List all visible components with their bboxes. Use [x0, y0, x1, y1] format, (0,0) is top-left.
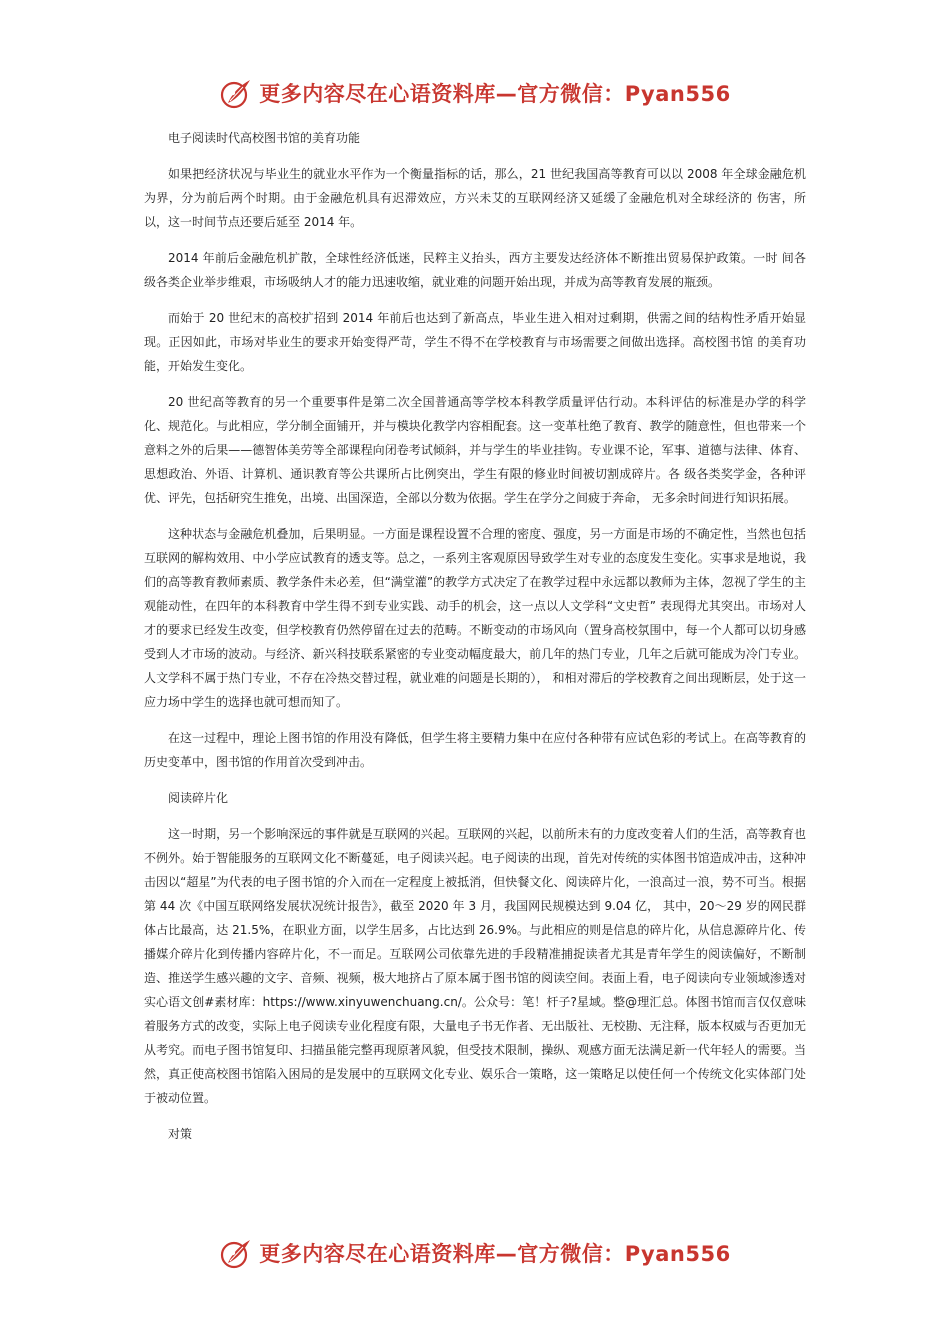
section-heading: 阅读碎片化: [168, 791, 229, 805]
paragraph: 20 世纪高等教育的另一个重要事件是第二次全国普通高等学校本科教学质量评估行动。本科评估的标准是办学的科学化、规范化。与此相应，学分制全面铺开，并与模块化教学内容相配套。这一变革杜绝了教育、教学的随意性，但也带来一个意料之外的后果——德智体美劳等全部课程向闭卷考试倾斜，并与学生的毕业挂钩。专业课不论，军事、道德与法律、体育、思想政治、外语、计算机、通识教育等公共课所占比例突出，学生有限的修业时间被切割成碎片。各 级各类奖学金，各种评优、评先，包括研究生推免，出境、出国深造，全部以分数为依据。学生在学分之间疲于奔命， 无多余时间进行知识拓展。: [144, 395, 806, 505]
footer-banner: [0, 1233, 950, 1273]
banner-text: 更多内容尽在心语资料库—官方微信：Pyan556: [259, 82, 731, 106]
document-body: [144, 126, 806, 1146]
paragraph: 在这一过程中，理论上图书馆的作用没有降低，但学生将主要精力集中在应付各种带有应试色彩的考试上。在高等教育的历史变革中，图书馆的作用首次受到冲击。: [144, 731, 806, 769]
paragraph: 2014 年前后金融危机扩散，全球性经济低迷，民粹主义抬头，西方主要发达经济体不断推出贸易保护政策。一时 间各级各类企业举步维艰，市场吸纳人才的能力迅速收缩，就业难的问题开始出现，并成为高等教育发展的瓶颈。: [144, 251, 806, 289]
paragraph: 这种状态与金融危机叠加，后果明显。一方面是课程设置不合理的密度、强度，另一方面是市场的不确定性，当然也包括互联网的解构效用、中小学应试教育的透支等。总之，一系列主客观原因导致学生对专业的态度发生变化。实事求是地说，我们的高等教育教师素质、教学条件未必差，但“满堂灌”的教学方式决定了在教学过程中永远都以教师为主体，忽视了学生的主观能动性，在四年的本科教育中学生得不到专业实践、动手的机会，这一点以人文学科“文史哲” 表现得尤其突出。市场对人才的要求已经发生改变，但学校教育仍然停留在过去的范畴。不断变动的市场风向（置身高校氛围中，每一个人都可以切身感受到人才市场的波动。与经济、新兴科技联系紧密的专业变动幅度最大，前几年的热门专业，几年之后就可能成为冷门专业。人文学科不属于热门专业，不存在冷热交替过程，就业难的问题是长期的）， 和相对滞后的学校教育之间出现断层，处于这一应力场中学生的选择也就可想而知了。: [144, 527, 806, 709]
paragraph: 这一时期，另一个影响深远的事件就是互联网的兴起。互联网的兴起，以前所未有的力度改变着人们的生活，高等教育也不例外。始于智能服务的互联网文化不断蔓延，电子阅读兴起。电子阅读的出现，首先对传统的实体图书馆造成冲击，这种冲击因以“超星”为代表的电子图书馆的介入而在一定程度上被抵消，但快餐文化、阅读碎片化，一浪高过一浪，势不可当。根据第 44 次《中国互联网络发展状况统计报告》，截至 2020 年 3 月，我国网民规模达到 9.04 亿， 其中，20～29 岁的网民群体占比最高，达 21.5%，在职业方面，以学生居多，占比达到 26.9%。与此相应的则是信息的碎片化，从信息源碎片化、传播媒介碎片化到传播内容碎片化，不一而足。互联网公司依靠先进的手段精准捕捉读者尤其是青年学生的阅读偏好，不断制造、推送学生感兴趣的文字、音频、视频，极大地挤占了原本属于图书馆的阅读空间。表面上看，电子阅读向专业领域渗透对实心语文创#素材库：https://www.xinyuwenchuang.cn/。公众号：笔！杆子?星域。整@理汇总。体图书馆而言仅仅意味着服务方式的改变，实际上电子阅读专业化程度有限，大量电子书无作者、无出版社、无校勘、无注释，版本权威与否更加无从考究。而电子图书馆复印、扫描虽能完整再现原著风貌，但受技术限制，操纵、观感方面无法满足新一代年轻人的需要。当然，真正使高校图书馆陷入困局的是发展中的互联网文化专业、娱乐合一策略，这一策略足以使任何一个传统文化实体部门处于被动位置。: [144, 827, 806, 1105]
paragraph: 而始于 20 世纪末的高校扩招到 2014 年前后也达到了新高点，毕业生进入相对过剩期，供需之间的结构性矛盾开始显现。正因如此，市场对毕业生的要求开始变得严苛，学生不得不在学校教育与市场需要之间做出选择。高校图书馆 的美育功能，开始发生变化。: [144, 311, 806, 373]
paragraph: 如果把经济状况与毕业生的就业水平作为一个衡量指标的话，那么，21 世纪我国高等教育可以以 2008 年全球金融危机为界，分为前后两个时期。由于金融危机具有迟滞效应，方兴未艾的互联网经济又延缓了金融危机对全球经济的 伤害，所以，这一时间节点还要后延至 2014 年。: [144, 167, 806, 229]
header-banner: [0, 73, 950, 113]
banner-text: 更多内容尽在心语资料库—官方微信：Pyan556: [259, 1242, 731, 1266]
quill-feather-logo-icon: [219, 1236, 253, 1270]
document-title: 电子阅读时代高校图书馆的美育功能: [168, 131, 361, 145]
section-heading: 对策: [168, 1127, 193, 1141]
quill-feather-logo-icon: [219, 76, 253, 110]
